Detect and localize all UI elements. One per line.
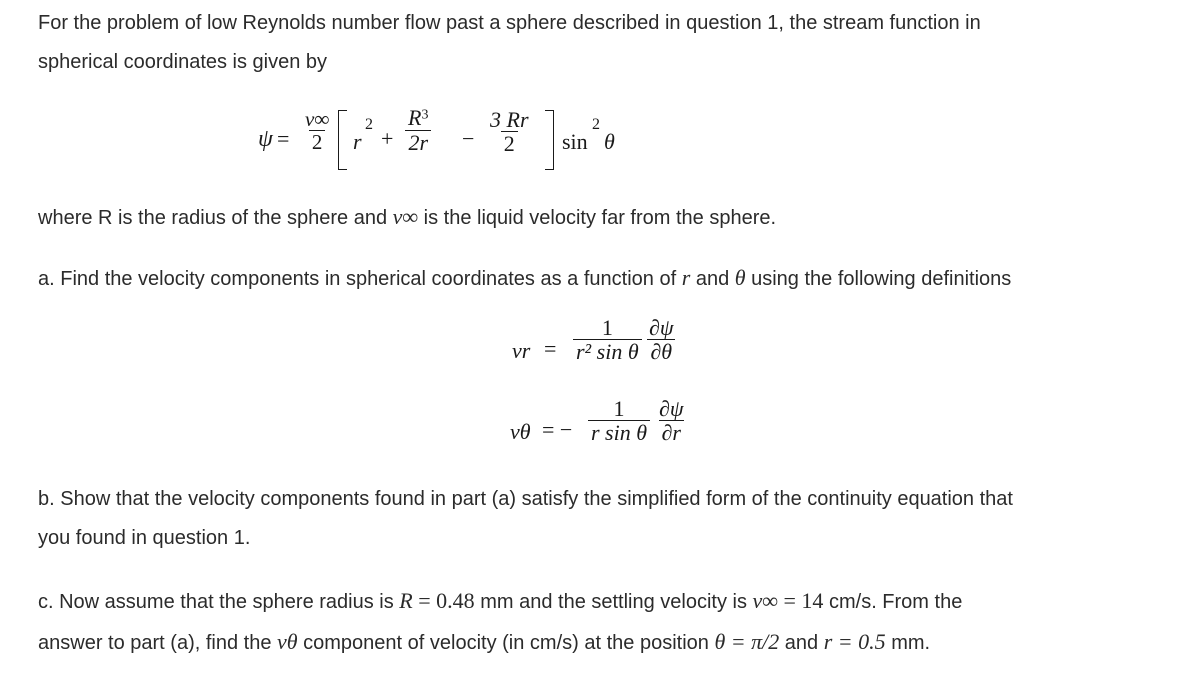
radius-symbol: R (399, 588, 413, 613)
part-b-paragraph (38, 480, 1168, 558)
intro-paragraph (38, 4, 1168, 82)
intro-line-1: For the problem of low Reynolds number flow past a sphere described in question 1, the stream function in (38, 12, 981, 34)
part-c-mid: mm and the settling velocity is (474, 591, 753, 613)
part-a-start: a. Find the velocity components in spherical coordinates as a function of (38, 268, 682, 290)
part-c-start: c. Now assume that the sphere radius is (38, 591, 400, 613)
r-cubed-numerator: R (408, 105, 422, 130)
part-a-end: using the following definitions (745, 268, 1012, 290)
minus-sign: − (462, 126, 475, 151)
coefficient-numerator: v∞ (305, 107, 330, 131)
vtheta-second-numerator: ∂ψ (659, 396, 684, 421)
v-infinity-symbol: v∞ (392, 204, 419, 229)
equals-sign: = (277, 126, 290, 151)
sin-exponent: 2 (592, 116, 600, 133)
psi-symbol: ψ (258, 126, 273, 152)
theta-variable: θ (734, 265, 746, 290)
r-squared-exponent: 2 (365, 116, 373, 133)
sin-function: sin (562, 129, 588, 154)
vtheta-first-denominator: r sin θ (588, 420, 650, 445)
vtheta-equals: = − (542, 417, 573, 442)
vr-lhs: vr (512, 338, 531, 363)
vr-first-fraction (573, 316, 642, 364)
vr-first-numerator: 1 (601, 315, 613, 340)
settling-velocity-value: = 14 (778, 588, 824, 613)
part-b-line-1: b. Show that the velocity components found in part (a) satisfy the simplified form of the continuity equation that (38, 488, 1013, 510)
part-a-and: and (690, 268, 735, 290)
part-c-and: and (779, 632, 824, 654)
part-c-line2-mid: component of velocity (in cm/s) at the position (297, 632, 715, 654)
vr-second-denominator: ∂θ (647, 339, 675, 364)
vtheta-second-fraction (656, 397, 687, 445)
theta-position: θ = π/2 (714, 629, 780, 654)
coefficient-fraction (302, 108, 332, 154)
part-b-line-2: you found in question 1. (38, 527, 251, 549)
coefficient-denominator: 2 (309, 130, 326, 154)
r-variable: r (681, 265, 691, 290)
part-c-line2-start: answer to part (a), find the (38, 632, 278, 654)
vr-equation (0, 312, 1200, 384)
stream-function-equation (0, 100, 1200, 180)
vtheta-first-numerator: 1 (613, 396, 625, 421)
vtheta-symbol: vθ (277, 629, 298, 654)
part-a-text (38, 258, 1168, 299)
vtheta-equation (0, 393, 1200, 465)
where-line (38, 197, 1168, 238)
radius-value: = 0.48 (412, 588, 475, 613)
part-c-line1-end: cm/s. From the (823, 591, 963, 613)
part-c-line-2 (38, 622, 1168, 663)
vr-second-fraction (646, 316, 677, 364)
theta-symbol: θ (604, 129, 615, 154)
r-position: r = 0.5 (823, 629, 886, 654)
settling-velocity-symbol: v∞ (752, 588, 778, 613)
three-rr-denominator: 2 (501, 131, 518, 156)
right-bracket (545, 110, 554, 170)
part-c-line2-end: mm. (885, 632, 931, 654)
r-squared-base: r (353, 129, 362, 154)
vr-second-numerator: ∂ψ (649, 315, 674, 340)
left-bracket (338, 110, 347, 170)
three-rr-fraction (487, 108, 532, 156)
vr-equals: = (544, 336, 557, 361)
vr-first-denominator: r² sin θ (573, 339, 642, 364)
part-c-line-1 (38, 581, 1168, 622)
r-cubed-fraction (405, 106, 431, 155)
vtheta-second-denominator: ∂r (659, 420, 684, 445)
plus-sign: + (381, 126, 394, 151)
where-text-end: is the liquid velocity far from the sphere. (418, 207, 777, 229)
r-cubed-exponent: 3 (421, 107, 429, 123)
where-text-start: where R is the radius of the sphere and (38, 207, 393, 229)
r-cubed-denominator: 2r (405, 130, 431, 155)
intro-line-2: spherical coordinates is given by (38, 51, 328, 73)
three-rr-numerator: 3 Rr (490, 107, 529, 132)
vtheta-first-fraction (588, 397, 650, 445)
part-c-paragraph (38, 581, 1168, 663)
vtheta-lhs: vθ (510, 419, 531, 444)
